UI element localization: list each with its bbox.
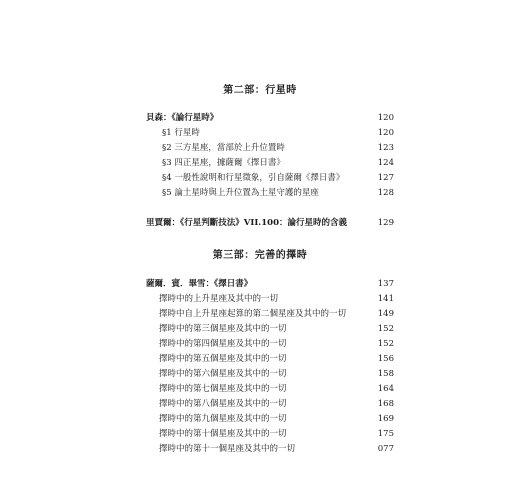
toc-entry-page: 129 — [377, 218, 394, 228]
toc-entry-page: 141 — [377, 294, 394, 304]
toc-entry-label: §4 一般性說明和行星徵象，引自薩爾《擇日書》 — [162, 173, 345, 183]
toc-entry-s5 — [162, 186, 394, 200]
toc-entry-house7 — [159, 382, 394, 396]
toc-entry-label: 擇時中的第十一個星座及其中的一切 — [159, 444, 296, 454]
toc-entry-page: 164 — [377, 384, 394, 394]
toc-entry-page: 127 — [377, 173, 394, 183]
part2-title: 第二部：行星時 — [223, 85, 297, 96]
toc-entry-label: 擇時中的第十個星座及其中的一切 — [159, 429, 287, 439]
toc-entry-label: 擇時中的第八個星座及其中的一切 — [159, 399, 287, 409]
toc-entry-label: 擇時中的第四個星座及其中的一切 — [159, 339, 287, 349]
toc-entry-s4 — [162, 171, 394, 185]
toc-entry-label: 擇時中的第六個星座及其中的一切 — [159, 369, 287, 379]
toc-entry-rijal — [146, 216, 394, 230]
toc-entry-label: §2 三方星座，當部於上升位置時 — [162, 143, 285, 153]
toc-entry-house9 — [159, 412, 394, 426]
toc-entry-label: §1 行星時 — [162, 128, 200, 138]
toc-entry-label: 擇時中的第五個星座及其中的一切 — [159, 354, 287, 364]
toc-entry-house1 — [159, 292, 394, 306]
toc-entry-page: 175 — [377, 429, 394, 439]
toc-entry-page: 077 — [377, 444, 394, 454]
toc-entry-s3 — [162, 156, 394, 170]
toc-entry-label: §3 四正星座，據薩爾《擇日書》 — [162, 158, 285, 168]
toc-entry-house10 — [159, 427, 394, 441]
toc-entry-page: 156 — [377, 354, 394, 364]
toc-entry-label: 貝森：《論行星時》 — [146, 113, 219, 123]
toc-entry-label: 擇時中自上升星座起算的第二個星座及其中的一切 — [159, 309, 347, 319]
toc-entry-page: 149 — [377, 309, 394, 319]
toc-entry-page: 124 — [377, 158, 394, 168]
toc-entry-page: 120 — [377, 128, 394, 138]
toc-entry-label: 薩爾．賓．畢雪：《擇日書》 — [146, 279, 253, 289]
toc-entry-house5 — [159, 352, 394, 366]
toc-entry-page: 137 — [377, 279, 394, 289]
toc-entry-bethen — [146, 111, 394, 125]
toc-entry-sahl — [146, 277, 394, 291]
toc-entry-label: 擇時中的上升星座及其中的一切 — [159, 294, 279, 304]
toc-entry-page: 158 — [377, 369, 394, 379]
toc-entry-page: 123 — [377, 143, 394, 153]
toc-entry-house8 — [159, 397, 394, 411]
toc-entry-house2 — [159, 307, 394, 321]
toc-entry-label: 擇時中的第三個星座及其中的一切 — [159, 324, 287, 334]
toc-entry-page: 152 — [377, 339, 394, 349]
toc-entry-label: §5 論土星時與上升位置為土星守護的星座 — [162, 188, 319, 198]
toc-entry-page: 168 — [377, 399, 394, 409]
toc-entry-page: 120 — [377, 113, 394, 123]
toc-entry-house4 — [159, 337, 394, 351]
toc-entry-label: 擇時中的第七個星座及其中的一切 — [159, 384, 287, 394]
toc-entry-label: 擇時中的第九個星座及其中的一切 — [159, 414, 287, 424]
toc-entry-label: 里賈爾：《行星判斷技法》VII.100：論行星時的含義 — [146, 218, 348, 228]
toc-entry-house3 — [159, 322, 394, 336]
toc-entry-page: 152 — [377, 324, 394, 334]
toc-entry-house11 — [159, 442, 394, 456]
part3-title: 第三部：完善的擇時 — [212, 250, 308, 261]
toc-entry-house6 — [159, 367, 394, 381]
toc-entry-page: 169 — [377, 414, 394, 424]
toc-entry-s2 — [162, 141, 394, 155]
toc-entry-s1 — [162, 126, 394, 140]
toc-entry-page: 128 — [377, 188, 394, 198]
